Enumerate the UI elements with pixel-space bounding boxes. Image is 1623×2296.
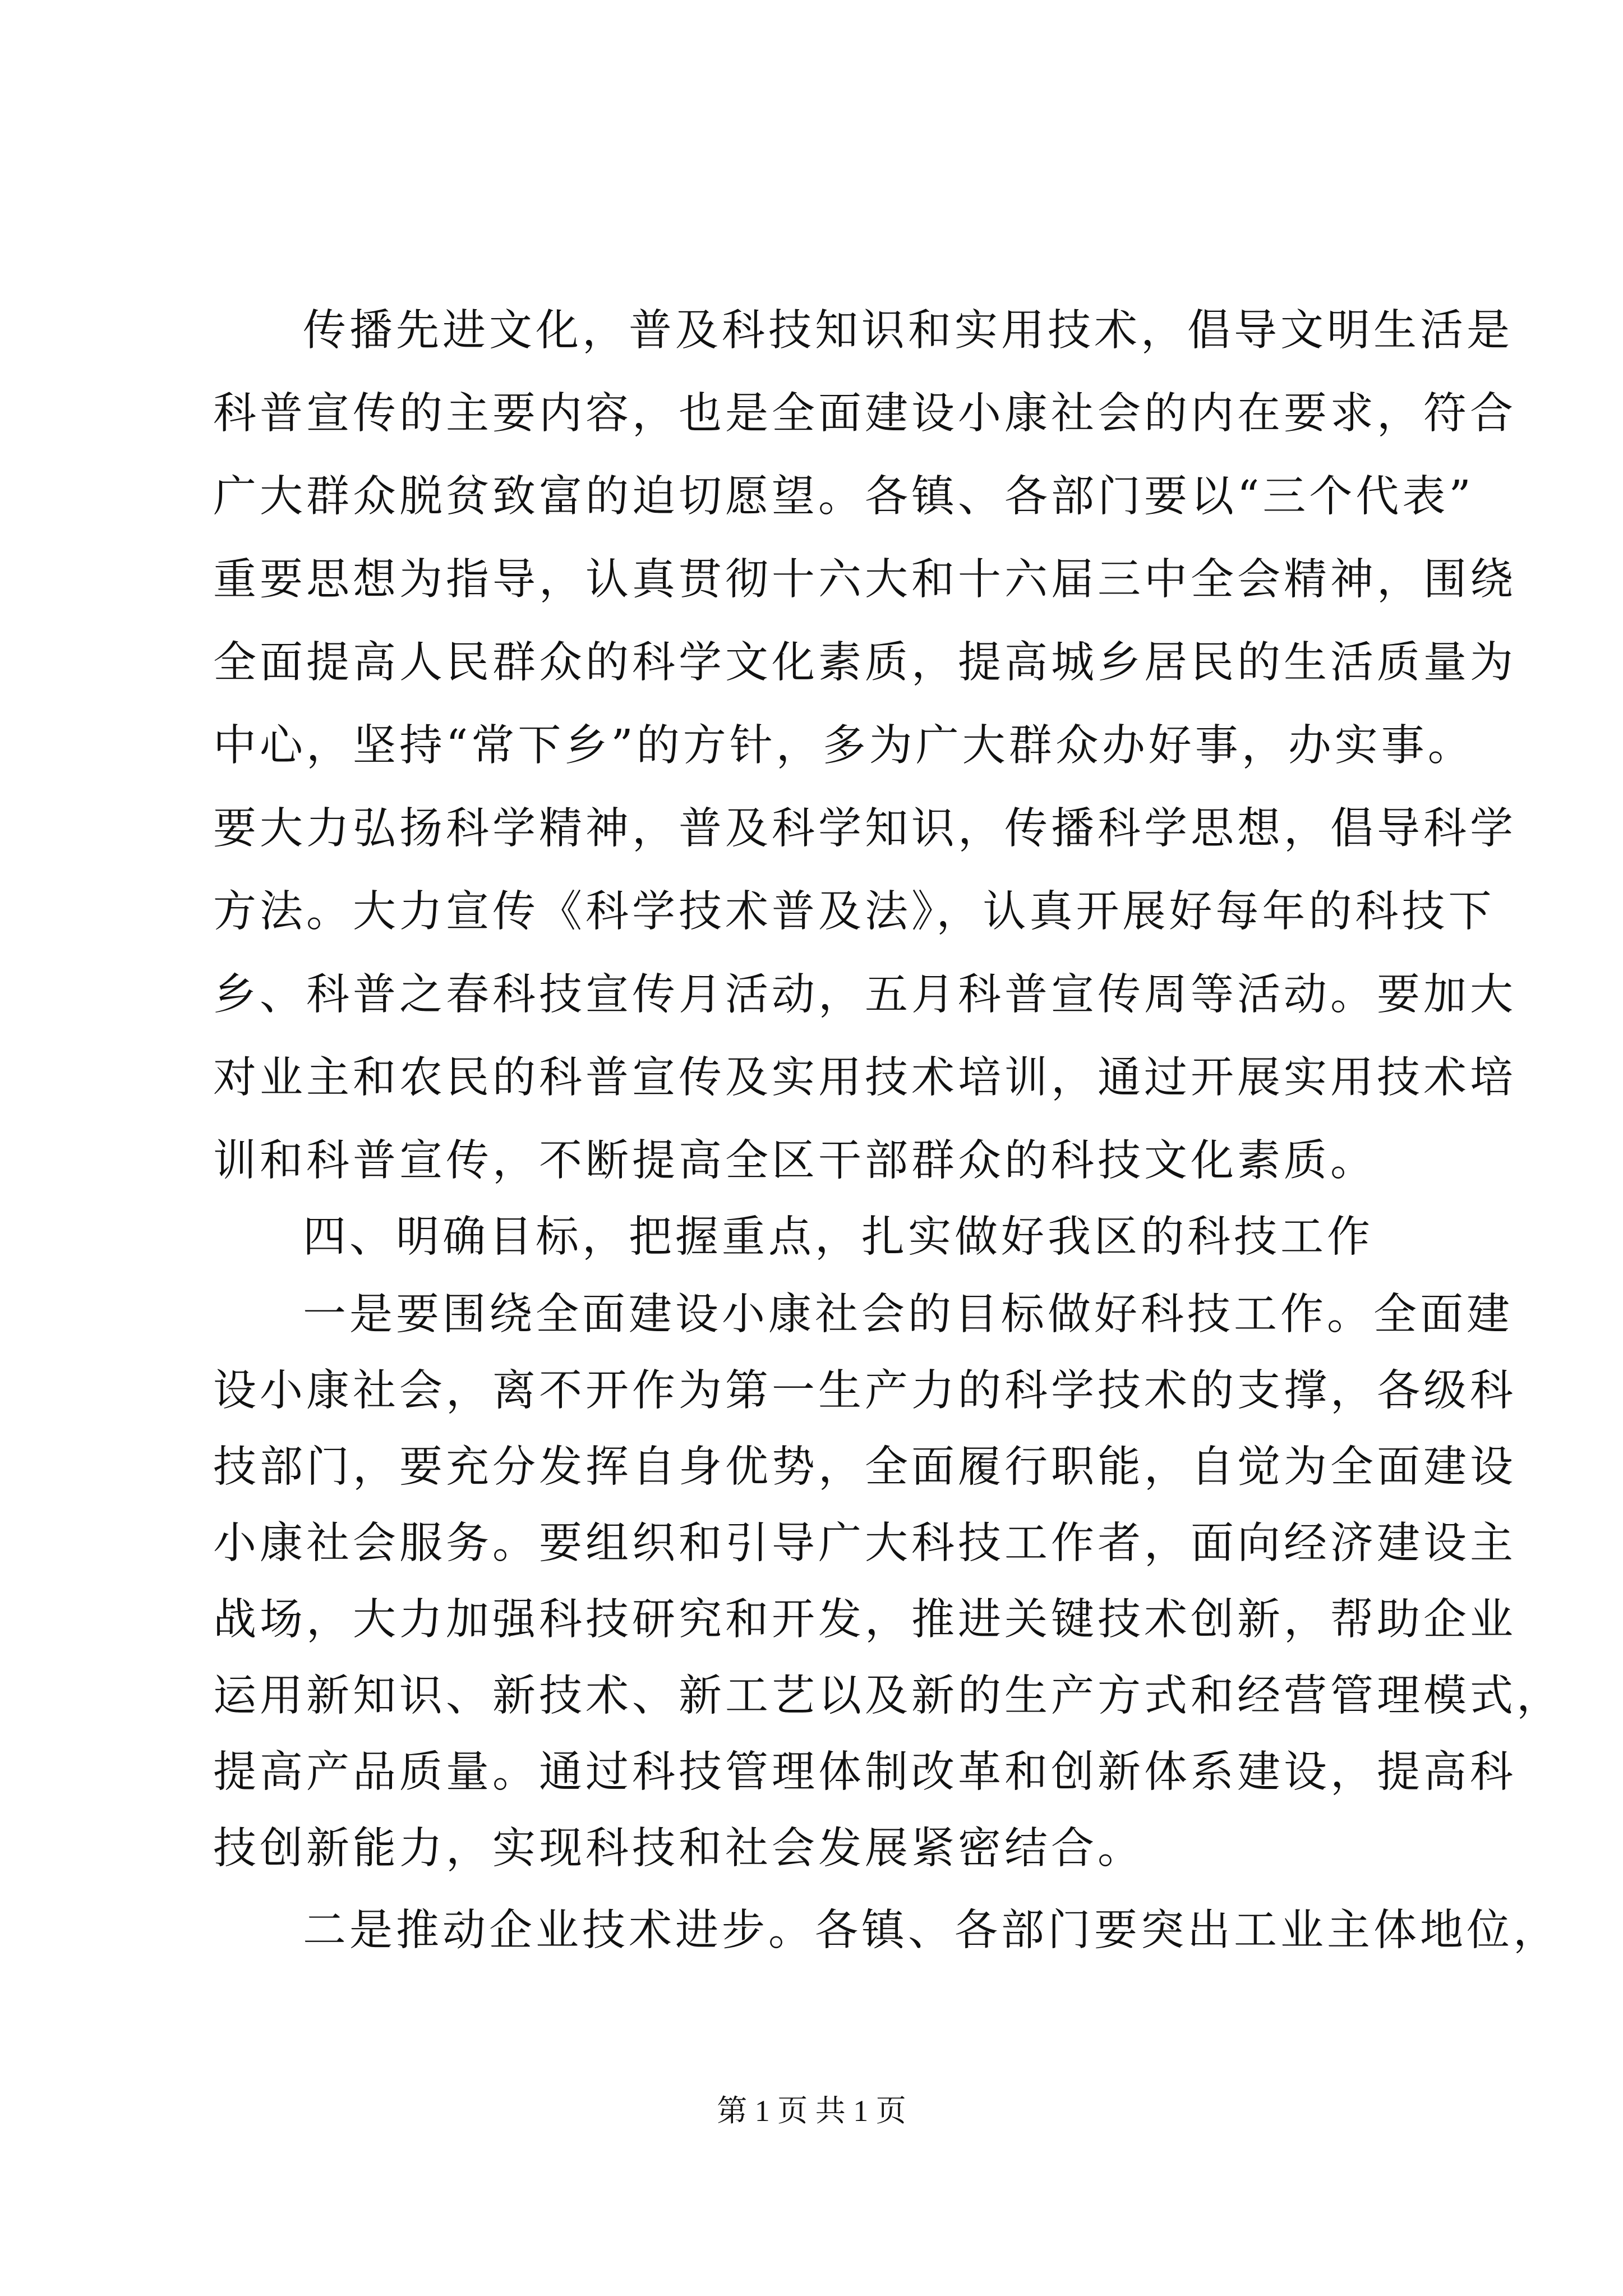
body-text-line: 对业主和农民的科普宣传及实用技术培训，通过开展实用技术培	[213, 1053, 1516, 1103]
body-text-line: 全面提高人民群众的科学文化素质，提高城乡居民的生活质量为	[213, 638, 1516, 688]
body-text-line: 技部门，要充分发挥自身优势，全面履行职能，自觉为全面建设	[213, 1442, 1516, 1492]
body-text-line: 科普宣传的主要内容，也是全面建设小康社会的内在要求，符合	[213, 389, 1516, 439]
body-text-line: 一是要围绕全面建设小康社会的目标做好科技工作。全面建	[303, 1290, 1513, 1340]
page-number-footer: 第 1 页 共 1 页	[717, 2094, 906, 2128]
body-text-line: 二是推动企业技术进步。各镇、各部门要突出工业主体地位，	[303, 1906, 1560, 1955]
body-text-line: 技创新能力，实现科技和社会发展紧密结合。	[213, 1824, 1144, 1874]
body-text-line: 训和科普宣传，不断提高全区干部群众的科技文化素质。	[213, 1136, 1377, 1186]
body-text-line: 广大群众脱贫致富的迫切愿望。各镇、各部门要以“三个代表”	[213, 472, 1474, 522]
body-text-line: 设小康社会，离不开作为第一生产力的科学技术的支撑，各级科	[213, 1366, 1516, 1416]
body-text-line: 小康社会服务。要组织和引导广大科技工作者，面向经济建设主	[213, 1519, 1516, 1568]
body-text-line: 方法。大力宣传《科学技术普及法》，认真开展好每年的科技下	[213, 887, 1495, 937]
section-heading: 四、明确目标，把握重点，扎实做好我区的科技工作	[303, 1212, 1373, 1262]
body-text-line: 重要思想为指导，认真贯彻十六大和十六届三中全会精神，围绕	[213, 555, 1516, 605]
body-text-line: 乡、科普之春科技宣传月活动，五月科普宣传周等活动。要加大	[213, 970, 1516, 1020]
body-text-line: 运用新知识、新技术、新工艺以及新的生产方式和经营管理模式，	[213, 1671, 1563, 1721]
body-text-line: 传播先进文化，普及科技知识和实用技术，倡导文明生活是	[303, 306, 1513, 356]
body-text-line: 中心，坚持“常下乡”的方针，多为广大群众办好事，办实事。	[213, 721, 1474, 771]
body-text-line: 要大力弘扬科学精神，普及科学知识，传播科学思想，倡导科学	[213, 804, 1516, 854]
body-text-line: 提高产品质量。通过科技管理体制改革和创新体系建设，提高科	[213, 1747, 1516, 1797]
body-text-line: 战场，大力加强科技研究和开发，推进关键技术创新，帮助企业	[213, 1595, 1516, 1645]
